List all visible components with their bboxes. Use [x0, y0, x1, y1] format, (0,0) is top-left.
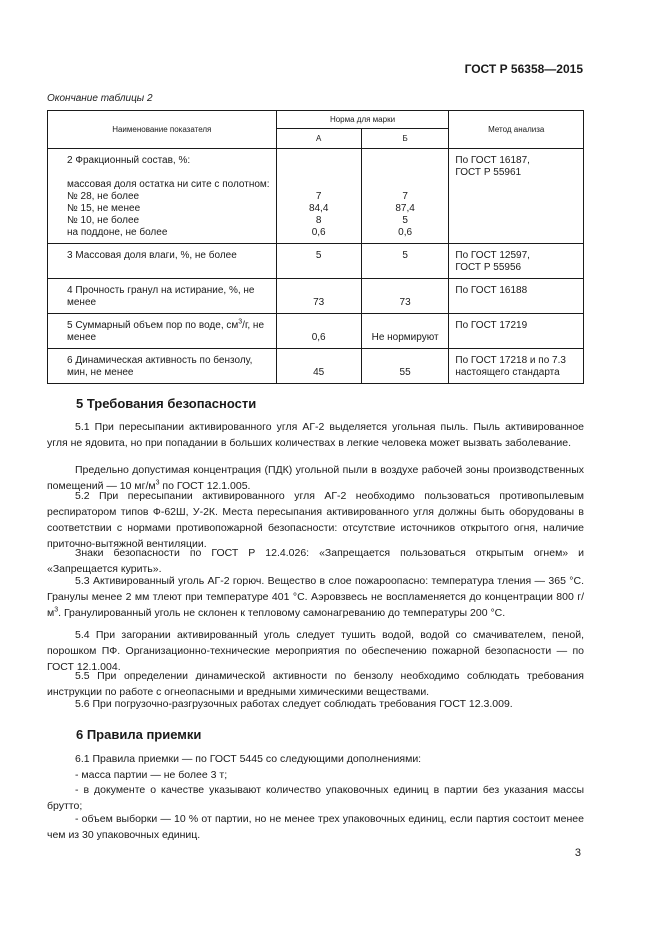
column-header-name: Наименование показателя [48, 111, 277, 149]
paragraph-safety-signs: Знаки безопасности по ГОСТ Р 12.4.026: «Запрещается пользоваться открытым огнем» и «Запрещается курить». [47, 547, 584, 575]
row-value-b [361, 244, 449, 279]
superscript: 3 [238, 318, 243, 326]
row-value-b [361, 149, 449, 244]
paragraph-text: 5.3 Активированный уголь АГ-2 горюч. Вещество в слое пожароопасно: температура тления — 365 °С. Гранулы менее 2 мм тлеют при температуре 401 °С. Аэровзвесь не воспламеняется до концентрации 800 г/м [47, 575, 584, 619]
row-name-line: массовая доля остатка ни сите с полотном: [67, 179, 270, 190]
row-name-line: № 10, не более [67, 215, 140, 226]
row-name-line: 4 Прочность гранул на истирание, %, не [67, 285, 255, 296]
value: 45 [313, 367, 325, 378]
method-line: По ГОСТ 17218 и по 7.3 [455, 355, 566, 366]
row-value-b [361, 349, 449, 384]
paragraph-5-6: 5.6 При погрузочно-разгрузочных работах следует соблюдать требования ГОСТ 12.3.009. [75, 698, 513, 710]
value: 0,6 [398, 227, 413, 238]
value: 8 [315, 215, 322, 226]
row-name [48, 314, 277, 349]
row-value-b [361, 314, 449, 349]
row-name-line: 6 Динамическая активность по бензолу, [67, 355, 253, 366]
value: 7 [402, 191, 408, 202]
paragraph-5-2: 5.2 При пересыпании активированного угля АГ-2 необходимо пользоваться противопылевым респиратором типов Ф-62Ш, У-2К. Места пересыпания активированного угля должны быть оборудованы в соответствии с нормами противопожарной безопасности: отсутствие источников открытого огня, наличие приточно-вытяжной вентиляции. [47, 490, 584, 550]
row-name-line: на поддоне, не более [67, 227, 168, 238]
value: 87,4 [395, 203, 415, 214]
row-method [449, 279, 584, 314]
value: 5 [315, 250, 322, 261]
paragraph-text: Предельно допустимая концентрация (ПДК) угольной пыли в воздухе рабочей зоны производственных помещений — 10 мг/м [47, 464, 584, 492]
method-line: По ГОСТ 12597, [455, 250, 530, 261]
value: 7 [315, 191, 322, 202]
paragraph-6-1: 6.1 Правила приемки — по ГОСТ 5445 со следующими дополнениями: [75, 753, 422, 765]
row-method [449, 349, 584, 384]
row-name-line: № 28, не более [67, 191, 140, 202]
row-value-a [276, 279, 361, 314]
method-line: По ГОСТ 16188 [455, 285, 528, 296]
row-name-line: менее [67, 297, 97, 308]
table-row [48, 279, 584, 314]
row-value-a [276, 244, 361, 279]
value: 55 [399, 367, 411, 378]
value: Не нормируют [371, 332, 439, 343]
table-row [48, 349, 584, 384]
row-name-line: мин, не менее [67, 367, 134, 378]
column-header-grade-b: Б [361, 129, 449, 149]
paragraph-5-4: 5.4 При загорании активированный уголь следует тушить водой, водой со смачивателем, пеной, порошком ПФ. Организационно-технические мероприятия по обеспечению пожарной безопасности — по ГОСТ 12.1.004. [47, 629, 584, 673]
method-line: По ГОСТ 16187, [455, 155, 530, 166]
method-line: По ГОСТ 17219 [455, 320, 528, 331]
paragraph-text: . Гранулированный уголь не склонен к тепловому самонагреванию до температуры 200 °С. [58, 607, 506, 619]
section-6-title: 6 Правила приемки [76, 727, 202, 742]
page-number: 3 [574, 847, 581, 859]
row-name [48, 244, 277, 279]
paragraph-text: по ГОСТ 12.1.005. [159, 480, 251, 492]
specification-table [47, 110, 584, 384]
paragraph-5-1: 5.1 При пересыпании активированного угля АГ-2 выделяется угольная пыль. Пыль активированное угля не ядовита, но при попадании в больших количествах в легкие человека может вызвать заболевание. [47, 421, 584, 449]
method-line: настоящего стандарта [455, 367, 560, 378]
paragraph-5-5: 5.5 При определении динамической активности по бензолу необходимо соблюдать требования инструкции по работе с огнеопасными и вредными химическими веществами. [47, 670, 584, 698]
row-value-a [276, 149, 361, 244]
row-method [449, 149, 584, 244]
table-caption: Окончание таблицы 2 [47, 93, 153, 104]
table-row [48, 314, 584, 349]
paragraph-6-1-item-1: - масса партии — не более 3 т; [75, 769, 228, 781]
value: 0,6 [311, 227, 326, 238]
row-name-line: 3 Массовая доля влаги, %, не более [67, 250, 237, 261]
value: 84,4 [308, 203, 329, 214]
superscript: 3 [155, 479, 160, 487]
value: 0,6 [311, 332, 326, 343]
row-name-line: менее [67, 332, 97, 343]
value: 73 [313, 297, 325, 308]
column-header-norm: Норма для марки [276, 111, 449, 129]
row-method [449, 244, 584, 279]
row-name-line [67, 320, 270, 332]
row-name-line: 2 Фракционный состав, %: [67, 155, 191, 166]
paragraph-5-3 [47, 573, 584, 621]
row-name [48, 349, 277, 384]
value: 5 [402, 215, 408, 226]
row-name-text: /г, не [242, 320, 265, 331]
section-5-title: 5 Требования безопасности [76, 396, 257, 411]
document-code: ГОСТ Р 56358—2015 [464, 62, 583, 76]
value: 5 [402, 250, 408, 261]
table-row [48, 149, 584, 244]
value: 73 [399, 297, 411, 308]
row-method [449, 314, 584, 349]
paragraph-6-1-item-3: - объем выборки — 10 % от партии, но не менее трех упаковочных единиц, если партия состоит менее чем из 30 упаковочных единиц. [47, 813, 584, 841]
row-value-a [276, 314, 361, 349]
column-header-grade-a: А [276, 129, 361, 149]
column-header-method: Метод анализа [449, 111, 584, 149]
table-row [48, 244, 584, 279]
row-name-line: № 15, не менее [67, 203, 141, 214]
method-line: ГОСТ Р 55956 [455, 262, 522, 273]
superscript: 3 [54, 606, 59, 614]
row-name-text: 5 Суммарный объем пор по воде, см [67, 320, 239, 331]
row-value-a [276, 349, 361, 384]
paragraph-6-1-item-2: - в документе о качестве указывают количество упаковочных единиц в партии без указания массы брутто; [47, 784, 584, 812]
method-line: ГОСТ Р 55961 [455, 167, 522, 178]
row-name [48, 279, 277, 314]
row-name [48, 149, 277, 244]
row-value-b [361, 279, 449, 314]
